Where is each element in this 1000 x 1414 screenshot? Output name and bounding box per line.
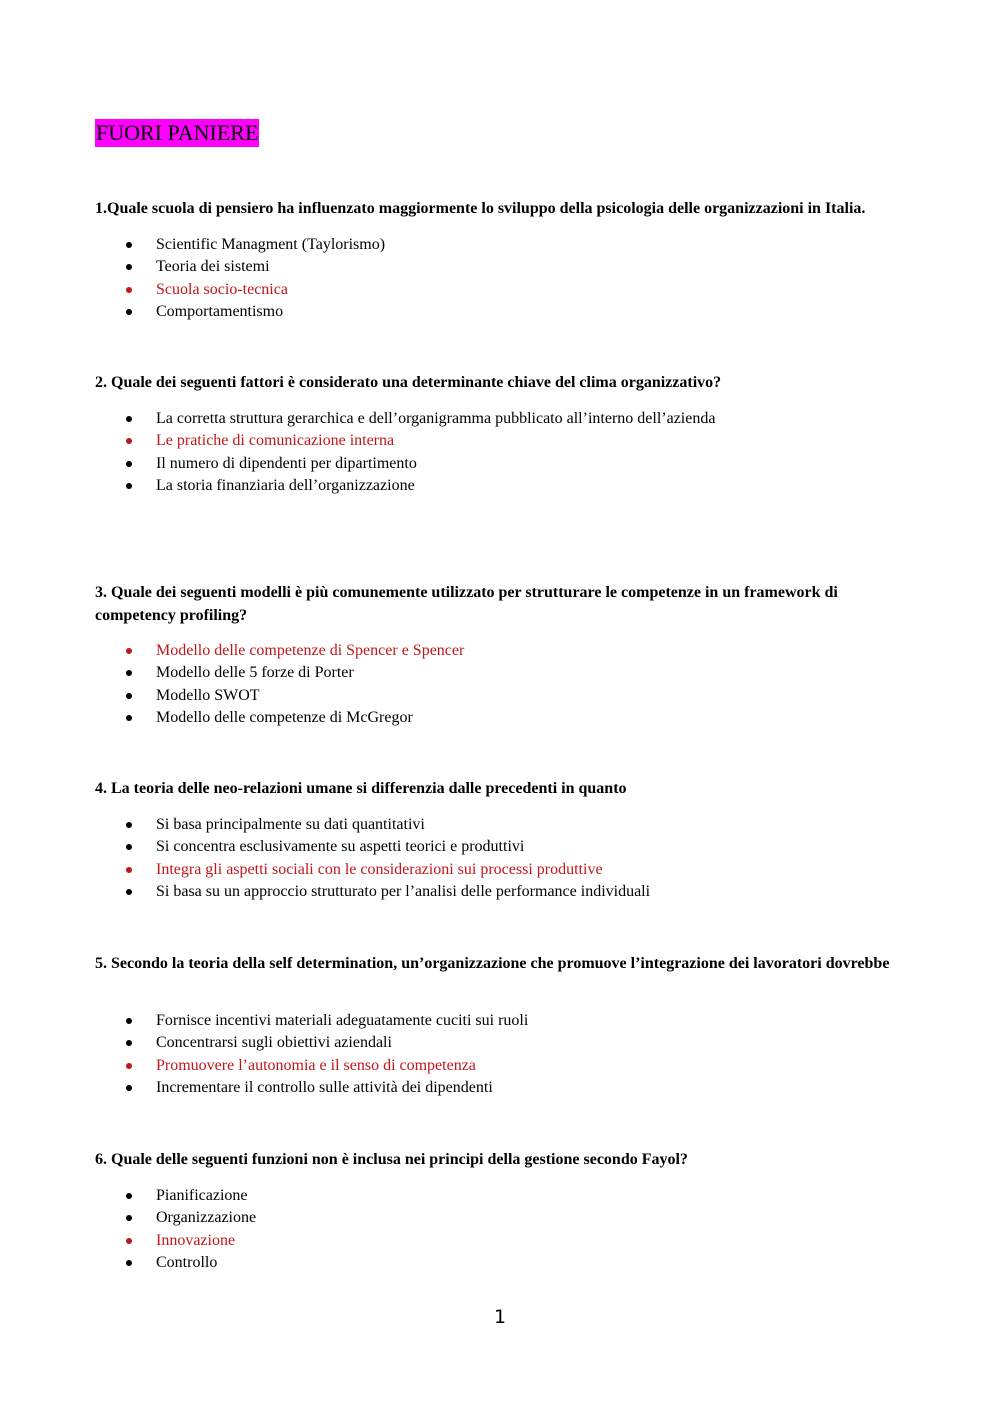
option-5c-correct: Promuovere l’autonomia e il senso di competenza — [95, 1055, 528, 1077]
option-4b: Si concentra esclusivamente su aspetti teorici e produttivi — [95, 836, 650, 858]
question-5-options — [95, 1010, 528, 1100]
option-4d: Si basa su un approccio strutturato per l’analisi delle performance individuali — [95, 881, 650, 903]
option-1b: Teoria dei sistemi — [95, 256, 385, 278]
option-6b: Organizzazione — [95, 1207, 256, 1229]
option-1c-correct: Scuola socio-tecnica — [95, 279, 385, 301]
option-2b-correct: Le pratiche di comunicazione interna — [95, 430, 715, 452]
question-6-text: 6. Quale delle seguenti funzioni non è inclusa nei principi della gestione secondo Fayol? — [95, 1151, 688, 1168]
option-3c: Modello SWOT — [95, 685, 464, 707]
option-2c: Il numero di dipendenti per dipartimento — [95, 453, 715, 475]
question-6-options — [95, 1185, 256, 1275]
option-3b: Modello delle 5 forze di Porter — [95, 662, 464, 684]
option-4c-correct: Integra gli aspetti sociali con le considerazioni sui processi produttive — [95, 859, 650, 881]
option-5a: Fornisce incentivi materiali adeguatamente cuciti sui ruoli — [95, 1010, 528, 1032]
question-2-text: 2. Quale dei seguenti fattori è considerato una determinante chiave del clima organizzativo? — [95, 374, 722, 391]
question-4-options — [95, 814, 650, 904]
option-1a: Scientific Managment (Taylorismo) — [95, 234, 385, 256]
option-4a: Si basa principalmente su dati quantitativi — [95, 814, 650, 836]
question-4-text: 4. La teoria delle neo-relazioni umane si differenzia dalle precedenti in quanto — [95, 780, 627, 797]
option-1d: Comportamentismo — [95, 301, 385, 323]
option-2a: La corretta struttura gerarchica e dell’organigramma pubblicato all’interno dell’azienda — [95, 408, 715, 430]
question-5-text: 5. Secondo la teoria della self determination, un’organizzazione che promuove l’integrazione dei lavoratori dovrebbe — [95, 955, 890, 972]
option-6c-correct: Innovazione — [95, 1230, 256, 1252]
option-5b: Concentrarsi sugli obiettivi aziendali — [95, 1032, 528, 1054]
question-3-options — [95, 640, 464, 730]
question-1-options — [95, 234, 385, 324]
option-3d: Modello delle competenze di McGregor — [95, 707, 464, 729]
page-title: FUORI PANIERE — [96, 120, 259, 145]
question-1-text: 1.Quale scuola di pensiero ha influenzato maggiormente lo sviluppo della psicologia delle organizzazioni in Italia. — [95, 200, 866, 217]
question-2-options — [95, 408, 715, 498]
option-2d: La storia finanziaria dell’organizzazione — [95, 475, 715, 497]
option-6d: Controllo — [95, 1252, 256, 1274]
option-3a-correct: Modello delle competenze di Spencer e Spencer — [95, 640, 464, 662]
option-6a: Pianificazione — [95, 1185, 256, 1207]
question-3-text: 3. Quale dei seguenti modelli è più comunemente utilizzato per strutturare le competenze in un framework di competency profiling? — [95, 584, 838, 624]
option-5d: Incrementare il controllo sulle attività dei dipendenti — [95, 1077, 528, 1099]
page-number: 1 — [493, 1306, 507, 1328]
